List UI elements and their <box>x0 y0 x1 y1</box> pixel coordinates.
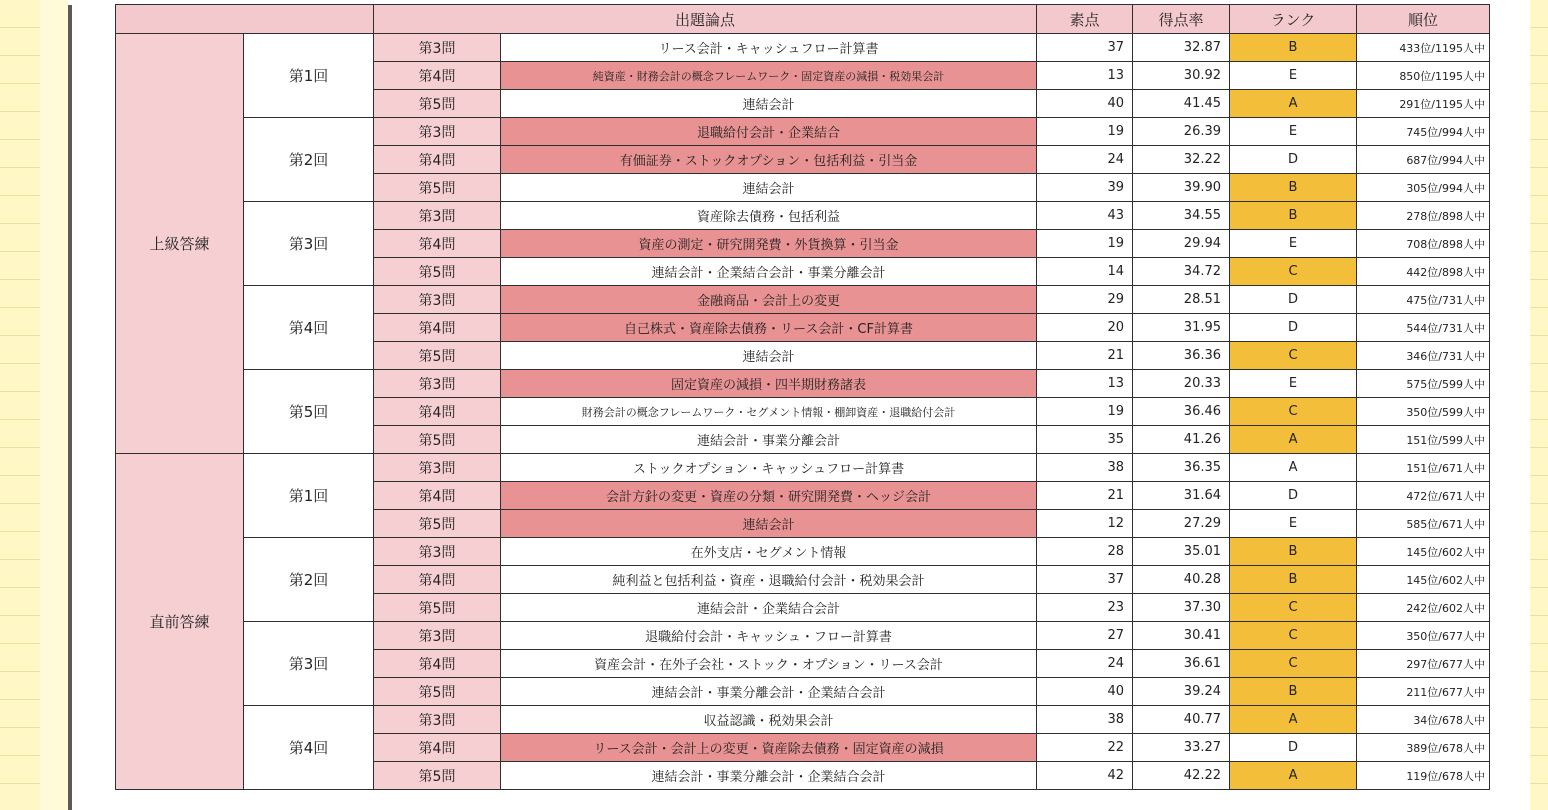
rank-cell: A <box>1230 454 1357 482</box>
rank-cell: C <box>1230 594 1357 622</box>
question-number: 第3問 <box>374 706 501 734</box>
score-rate-cell: 30.92 <box>1133 62 1230 90</box>
rank-cell: D <box>1230 734 1357 762</box>
score-rate-cell: 36.46 <box>1133 398 1230 426</box>
rank-cell: E <box>1230 370 1357 398</box>
topic-cell: 連結会計 <box>501 90 1037 118</box>
rank-cell: B <box>1230 34 1357 62</box>
question-number: 第5問 <box>374 90 501 118</box>
score-rate-cell: 40.28 <box>1133 566 1230 594</box>
raw-score-cell: 21 <box>1037 482 1133 510</box>
question-number: 第5問 <box>374 258 501 286</box>
raw-score-cell: 23 <box>1037 594 1133 622</box>
session-label: 第2回 <box>244 538 374 622</box>
topic-cell: 退職給付会計・企業結合 <box>501 118 1037 146</box>
position-cell: 442位/898人中 <box>1357 258 1490 286</box>
raw-score-cell: 39 <box>1037 174 1133 202</box>
session-label: 第3回 <box>244 622 374 706</box>
topic-cell: 純資産・財務会計の概念フレームワーク・固定資産の減損・税効果会計 <box>501 62 1037 90</box>
rank-cell: A <box>1230 706 1357 734</box>
header-rank: ランク <box>1230 5 1357 34</box>
score-rate-cell: 31.95 <box>1133 314 1230 342</box>
question-number: 第5問 <box>374 426 501 454</box>
score-rate-cell: 39.90 <box>1133 174 1230 202</box>
topic-cell: 在外支店・セグメント情報 <box>501 538 1037 566</box>
score-rate-cell: 36.61 <box>1133 650 1230 678</box>
topic-cell: リース会計・会計上の変更・資産除去債務・固定資産の減損 <box>501 734 1037 762</box>
header-topic: 出題論点 <box>374 5 1037 34</box>
score-rate-cell: 36.36 <box>1133 342 1230 370</box>
score-rate-cell: 30.41 <box>1133 622 1230 650</box>
session-label: 第5回 <box>244 370 374 454</box>
rank-cell: E <box>1230 62 1357 90</box>
position-cell: 745位/994人中 <box>1357 118 1490 146</box>
notebook-margin-right <box>1530 0 1548 810</box>
score-rate-cell: 20.33 <box>1133 370 1230 398</box>
raw-score-cell: 37 <box>1037 34 1133 62</box>
rank-cell: B <box>1230 538 1357 566</box>
topic-cell: 連結会計・企業結合会計 <box>501 594 1037 622</box>
question-number: 第5問 <box>374 762 501 790</box>
question-number: 第3問 <box>374 538 501 566</box>
score-table-body <box>116 34 1490 790</box>
raw-score-cell: 24 <box>1037 146 1133 174</box>
rank-cell: C <box>1230 342 1357 370</box>
table-row <box>116 118 1490 146</box>
position-cell: 433位/1195人中 <box>1357 34 1490 62</box>
score-rate-cell: 36.35 <box>1133 454 1230 482</box>
session-label: 第1回 <box>244 34 374 118</box>
question-number: 第5問 <box>374 510 501 538</box>
topic-cell: 資産会計・在外子会社・ストック・オプション・リース会計 <box>501 650 1037 678</box>
score-rate-cell: 41.45 <box>1133 90 1230 118</box>
question-number: 第4問 <box>374 314 501 342</box>
rank-cell: E <box>1230 118 1357 146</box>
raw-score-cell: 27 <box>1037 622 1133 650</box>
score-rate-cell: 27.29 <box>1133 510 1230 538</box>
raw-score-cell: 42 <box>1037 762 1133 790</box>
topic-cell: 会計方針の変更・資産の分類・研究開発費・ヘッジ会計 <box>501 482 1037 510</box>
table-row <box>116 538 1490 566</box>
session-label: 第1回 <box>244 454 374 538</box>
session-label: 第4回 <box>244 286 374 370</box>
topic-cell: 連結会計 <box>501 174 1037 202</box>
rank-cell: D <box>1230 146 1357 174</box>
position-cell: 585位/671人中 <box>1357 510 1490 538</box>
score-rate-cell: 32.22 <box>1133 146 1230 174</box>
score-rate-cell: 37.30 <box>1133 594 1230 622</box>
question-number: 第4問 <box>374 482 501 510</box>
position-cell: 687位/994人中 <box>1357 146 1490 174</box>
topic-cell: 資産除去債務・包括利益 <box>501 202 1037 230</box>
position-cell: 544位/731人中 <box>1357 314 1490 342</box>
raw-score-cell: 38 <box>1037 706 1133 734</box>
table-row <box>116 706 1490 734</box>
question-number: 第3問 <box>374 454 501 482</box>
score-table <box>115 4 1490 790</box>
raw-score-cell: 28 <box>1037 538 1133 566</box>
position-cell: 708位/898人中 <box>1357 230 1490 258</box>
raw-score-cell: 38 <box>1037 454 1133 482</box>
rank-cell: D <box>1230 314 1357 342</box>
score-rate-cell: 28.51 <box>1133 286 1230 314</box>
position-cell: 472位/671人中 <box>1357 482 1490 510</box>
question-number: 第4問 <box>374 650 501 678</box>
score-rate-cell: 32.87 <box>1133 34 1230 62</box>
rank-cell: A <box>1230 426 1357 454</box>
topic-cell: ストックオプション・キャッシュフロー計算書 <box>501 454 1037 482</box>
question-number: 第3問 <box>374 202 501 230</box>
question-number: 第3問 <box>374 34 501 62</box>
topic-cell: 連結会計・事業分離会計・企業結合会計 <box>501 762 1037 790</box>
topic-cell: 金融商品・会計上の変更 <box>501 286 1037 314</box>
question-number: 第3問 <box>374 118 501 146</box>
position-cell: 389位/678人中 <box>1357 734 1490 762</box>
topic-cell: リース会計・キャッシュフロー計算書 <box>501 34 1037 62</box>
score-rate-cell: 40.77 <box>1133 706 1230 734</box>
rank-cell: C <box>1230 622 1357 650</box>
question-number: 第5問 <box>374 594 501 622</box>
position-cell: 211位/677人中 <box>1357 678 1490 706</box>
position-cell: 850位/1195人中 <box>1357 62 1490 90</box>
question-number: 第4問 <box>374 62 501 90</box>
score-rate-cell: 41.26 <box>1133 426 1230 454</box>
question-number: 第4問 <box>374 230 501 258</box>
score-rate-cell: 34.55 <box>1133 202 1230 230</box>
session-label: 第3回 <box>244 202 374 286</box>
topic-cell: 財務会計の概念フレームワーク・セグメント情報・棚卸資産・退職給付会計 <box>501 398 1037 426</box>
question-number: 第3問 <box>374 370 501 398</box>
position-cell: 151位/599人中 <box>1357 426 1490 454</box>
rank-cell: C <box>1230 398 1357 426</box>
question-number: 第4問 <box>374 566 501 594</box>
position-cell: 350位/599人中 <box>1357 398 1490 426</box>
score-rate-cell: 42.22 <box>1133 762 1230 790</box>
raw-score-cell: 13 <box>1037 370 1133 398</box>
position-cell: 475位/731人中 <box>1357 286 1490 314</box>
rank-cell: A <box>1230 90 1357 118</box>
topic-cell: 連結会計 <box>501 342 1037 370</box>
question-number: 第4問 <box>374 146 501 174</box>
position-cell: 145位/602人中 <box>1357 538 1490 566</box>
topic-cell: 連結会計・事業分離会計 <box>501 426 1037 454</box>
raw-score-cell: 20 <box>1037 314 1133 342</box>
raw-score-cell: 19 <box>1037 398 1133 426</box>
topic-cell: 資産の測定・研究開発費・外貨換算・引当金 <box>501 230 1037 258</box>
position-cell: 575位/599人中 <box>1357 370 1490 398</box>
score-rate-cell: 29.94 <box>1133 230 1230 258</box>
table-row <box>116 286 1490 314</box>
position-cell: 297位/677人中 <box>1357 650 1490 678</box>
raw-score-cell: 35 <box>1037 426 1133 454</box>
question-number: 第5問 <box>374 174 501 202</box>
position-cell: 119位/678人中 <box>1357 762 1490 790</box>
raw-score-cell: 43 <box>1037 202 1133 230</box>
page-edge-line <box>68 5 72 810</box>
question-number: 第3問 <box>374 622 501 650</box>
position-cell: 278位/898人中 <box>1357 202 1490 230</box>
question-number: 第4問 <box>374 734 501 762</box>
header-raw-score: 素点 <box>1037 5 1133 34</box>
table-row <box>116 370 1490 398</box>
question-number: 第5問 <box>374 342 501 370</box>
position-cell: 151位/671人中 <box>1357 454 1490 482</box>
rank-cell: B <box>1230 566 1357 594</box>
score-rate-cell: 31.64 <box>1133 482 1230 510</box>
rank-cell: C <box>1230 258 1357 286</box>
position-cell: 34位/678人中 <box>1357 706 1490 734</box>
topic-cell: 固定資産の減損・四半期財務諸表 <box>501 370 1037 398</box>
topic-cell: 自己株式・資産除去債務・リース会計・CF計算書 <box>501 314 1037 342</box>
score-rate-cell: 39.24 <box>1133 678 1230 706</box>
question-number: 第5問 <box>374 678 501 706</box>
position-cell: 291位/1195人中 <box>1357 90 1490 118</box>
raw-score-cell: 40 <box>1037 678 1133 706</box>
exam-block-label: 直前答練 <box>116 454 244 790</box>
table-row <box>116 454 1490 482</box>
topic-cell: 退職給付会計・キャッシュ・フロー計算書 <box>501 622 1037 650</box>
question-number: 第4問 <box>374 398 501 426</box>
rank-cell: E <box>1230 230 1357 258</box>
topic-cell: 純利益と包括利益・資産・退職給付会計・税効果会計 <box>501 566 1037 594</box>
rank-cell: E <box>1230 510 1357 538</box>
topic-cell: 有価証券・ストックオプション・包括利益・引当金 <box>501 146 1037 174</box>
raw-score-cell: 24 <box>1037 650 1133 678</box>
rank-cell: B <box>1230 174 1357 202</box>
raw-score-cell: 14 <box>1037 258 1133 286</box>
session-label: 第4回 <box>244 706 374 790</box>
score-rate-cell: 26.39 <box>1133 118 1230 146</box>
rank-cell: B <box>1230 202 1357 230</box>
raw-score-cell: 21 <box>1037 342 1133 370</box>
topic-cell: 連結会計・企業結合会計・事業分離会計 <box>501 258 1037 286</box>
table-row <box>116 202 1490 230</box>
position-cell: 145位/602人中 <box>1357 566 1490 594</box>
header-score-rate: 得点率 <box>1133 5 1230 34</box>
position-cell: 350位/677人中 <box>1357 622 1490 650</box>
score-rate-cell: 34.72 <box>1133 258 1230 286</box>
position-cell: 305位/994人中 <box>1357 174 1490 202</box>
exam-block-label: 上級答練 <box>116 34 244 454</box>
topic-cell: 収益認識・税効果会計 <box>501 706 1037 734</box>
score-rate-cell: 35.01 <box>1133 538 1230 566</box>
raw-score-cell: 29 <box>1037 286 1133 314</box>
raw-score-cell: 19 <box>1037 230 1133 258</box>
rank-cell: D <box>1230 286 1357 314</box>
position-cell: 346位/731人中 <box>1357 342 1490 370</box>
header-position: 順位 <box>1357 5 1490 34</box>
rank-cell: D <box>1230 482 1357 510</box>
raw-score-cell: 19 <box>1037 118 1133 146</box>
score-rate-cell: 33.27 <box>1133 734 1230 762</box>
header-blank <box>116 5 374 34</box>
rank-cell: C <box>1230 650 1357 678</box>
question-number: 第3問 <box>374 286 501 314</box>
raw-score-cell: 37 <box>1037 566 1133 594</box>
topic-cell: 連結会計 <box>501 510 1037 538</box>
header-row <box>116 5 1490 34</box>
raw-score-cell: 12 <box>1037 510 1133 538</box>
table-row <box>116 622 1490 650</box>
raw-score-cell: 22 <box>1037 734 1133 762</box>
notebook-margin-left <box>0 0 40 810</box>
table-row <box>116 34 1490 62</box>
raw-score-cell: 13 <box>1037 62 1133 90</box>
rank-cell: A <box>1230 762 1357 790</box>
raw-score-cell: 40 <box>1037 90 1133 118</box>
topic-cell: 連結会計・事業分離会計・企業結合会計 <box>501 678 1037 706</box>
position-cell: 242位/602人中 <box>1357 594 1490 622</box>
rank-cell: B <box>1230 678 1357 706</box>
session-label: 第2回 <box>244 118 374 202</box>
